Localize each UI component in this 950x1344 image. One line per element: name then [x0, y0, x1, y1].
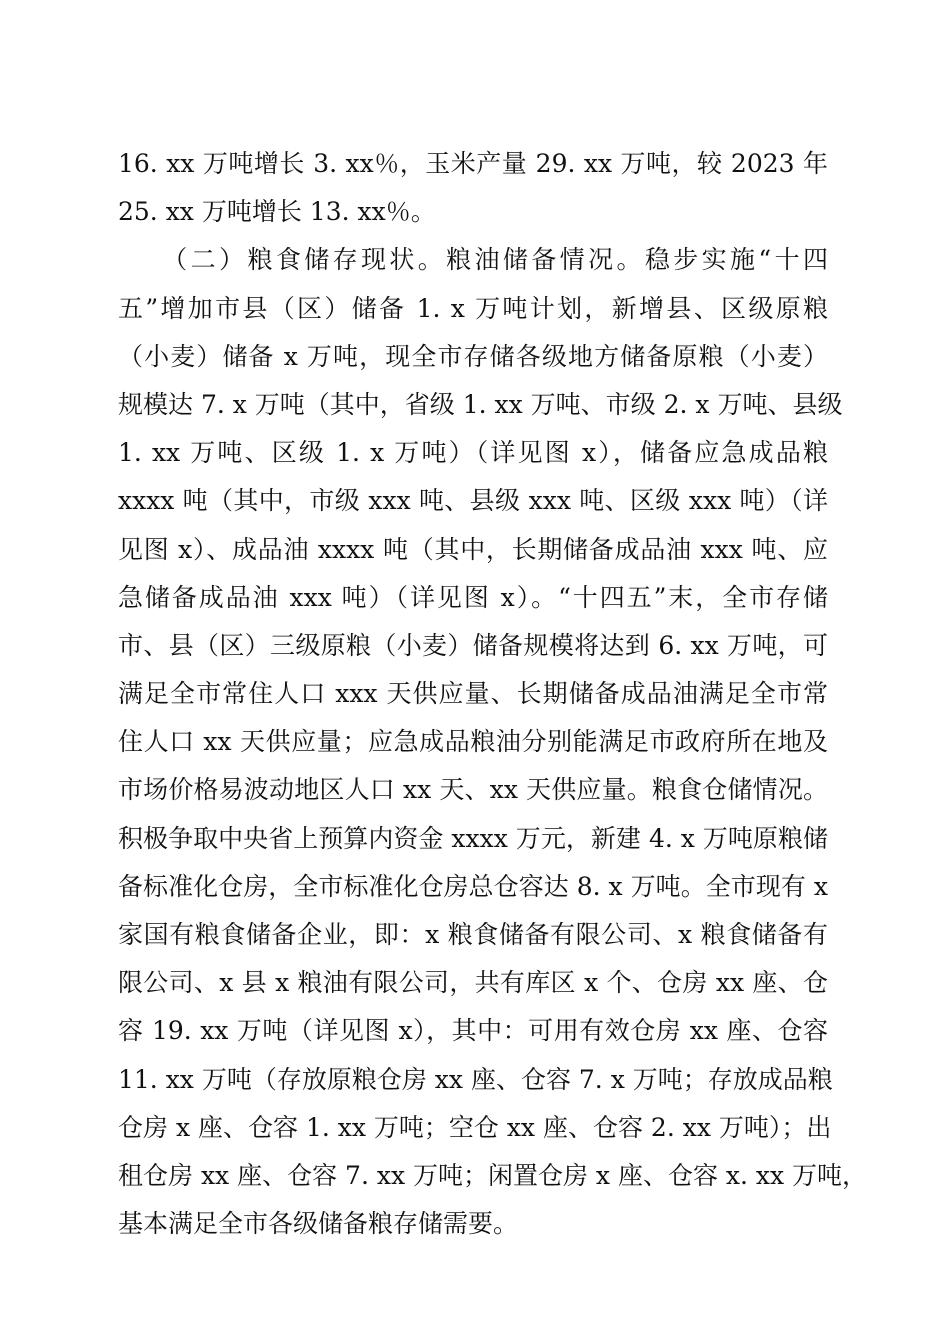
text-line: 急储备成品油 xxx 吨）（详见图 x）。“十四五”末，全市存储: [118, 582, 828, 612]
text-line: 基本满足全市各级储备粮存储需要。: [118, 1209, 519, 1239]
text-line: 积极争取中央省上预算内资金 xxxx 万元，新建 4. x 万吨原粮储: [118, 823, 828, 853]
text-line: 满足全市常住人口 xxx 天供应量、长期储备成品油满足全市常: [118, 679, 828, 709]
text-line: 16. xx 万吨增长 3. xx％，玉米产量 29. xx 万吨，较 2023 年: [118, 149, 828, 178]
text-line: 11. xx 万吨（存放原粮仓房 xx 座、仓容 7. x 万吨；存放成品粮: [118, 1064, 833, 1094]
text-line: xxxx 吨（其中，市级 xxx 吨、县级 xxx 吨、区级 xxx 吨）（详: [118, 486, 828, 516]
text-line: 规模达 7. x 万吨（其中，省级 1. xx 万吨、市级 2. x 万吨、县级: [118, 389, 843, 419]
text-line: （小麦）储备 x 万吨，现全市存储各级地方储备原粮（小麦）: [118, 341, 828, 371]
text-line: 市、县（区）三级原粮（小麦）储备规模将达到 6. xx 万吨，可: [118, 630, 828, 660]
text-line: 仓房 x 座、仓容 1. xx 万吨；空仓 xx 座、仓容 2. xx 万吨）；出: [118, 1112, 832, 1142]
text-line: 租仓房 xx 座、仓容 7. xx 万吨；闲置仓房 x 座、仓容 x. xx 万吨，: [118, 1160, 868, 1190]
text-line: 见图 x）、成品油 xxxx 吨（其中，长期储备成品油 xxx 吨、应: [118, 534, 828, 564]
text-line: 容 19. xx 万吨（详见图 x），其中：可用有效仓房 xx 座、仓容: [118, 1016, 828, 1046]
text-line: 家国有粮食储备企业，即：x 粮食储备有限公司、x 粮食储备有: [118, 920, 828, 949]
text-line: 市场价格易波动地区人口 xx 天、xx 天供应量。粮食仓储情况。: [118, 775, 828, 805]
text-line: 限公司、x 县 x 粮油有限公司，共有库区 x 个、仓房 xx 座、仓: [118, 968, 828, 998]
text-line: 25. xx 万吨增长 13. xx％。: [118, 197, 436, 227]
text-line: 五”增加市县（区）储备 1. x 万吨计划，新增县、区级原粮: [118, 293, 828, 323]
section-heading-line: （二）粮食储存现状。粮油储备情况。稳步实施“十四: [118, 245, 828, 275]
document-body: [118, 140, 868, 1248]
text-line: 1. xx 万吨、区级 1. x 万吨）（详见图 x），储备应急成品粮: [118, 438, 828, 468]
text-line: 住人口 xx 天供应量；应急成品粮油分别能满足市政府所在地及: [118, 727, 828, 757]
text-line: 备标准化仓房，全市标准化仓房总仓容达 8. x 万吨。全市现有 x: [118, 871, 828, 901]
